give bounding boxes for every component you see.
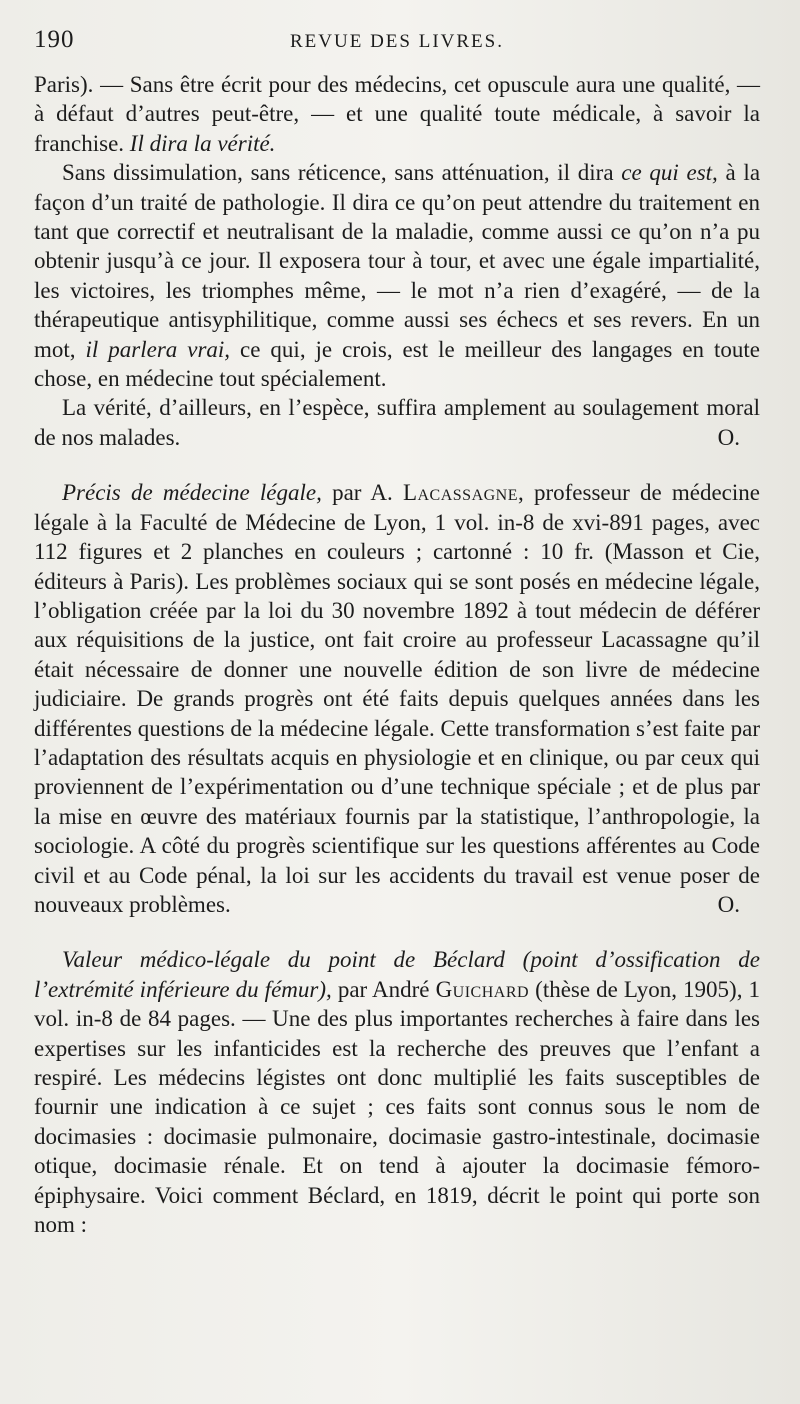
review-3-text: (thèse de Lyon, 1905), 1 vol. in-8 de 84 pages. — Une des plus importantes recherches à faire dans les expertises sur les infanticides est la recherche des preuves que l’enfant a respiré. Les médecins légistes ont donc multiplié les faits susceptibles de fournir une indication à ce sujet ; ces faits sont connus sous le nom de docimasies : docimasie pulmonaire, docimasie gastro-intestinale, docimasie otique, docimasie rénale. Et on tend à ajouter la docimasie fémoro-épiphysaire. Voici comment Béclard, en 1819, décrit le point qui porte son nom : bbox=[34, 976, 761, 1238]
paragraph-1-text: Paris). — Sans être écrit pour des médecins, cet opuscule aura une qualité, — à défaut d’autres peut-être, — et une qualité toute médicale, à savoir la franchise. bbox=[34, 72, 760, 156]
paragraph-2-mid: à la façon d’un traité de pathologie. Il dira ce qu’on peut attendre du traitement en tant que correctif et neutralisant de la maladie, comme aussi ce qu’on n’a pu obtenir jusqu’à ce jour. Il exposera tour à tour, et avec une égale impartialité, les victoires, les triomphes même, — le mot n’a rien d’exagéré, — de la thérapeutique antisyphilitique, comme aussi ses échecs et ses revers. En un mot, bbox=[34, 160, 761, 362]
section-gap bbox=[34, 919, 760, 945]
review-2-book-title: Précis de médecine légale, bbox=[62, 480, 322, 506]
page-header bbox=[34, 26, 760, 70]
review-3-book-title: Valeur médico-légale du point de Béclard (point d’ossification de l’extrémité inférieure du fémur), bbox=[34, 947, 760, 1002]
paragraph-2-end: ce qui, je crois, est le meilleur des langages en toute chose, en médecine tout spécialement. bbox=[34, 336, 760, 392]
review-guichard bbox=[34, 945, 760, 1239]
review-signature-1: O. bbox=[717, 424, 740, 450]
paragraph-2-start: Sans dissimulation, sans réticence, sans atténuation, il dira bbox=[62, 160, 614, 186]
paragraph-1-italic: Il dira la vérité. bbox=[129, 130, 276, 156]
running-title: REVUE DES LIVRES. bbox=[290, 31, 504, 52]
paragraph-2-italic: ce qui est, bbox=[621, 160, 718, 186]
review-signature-2: O. bbox=[717, 891, 740, 917]
review-2-by: par A. bbox=[332, 480, 393, 506]
page-number: 190 bbox=[34, 26, 75, 53]
review-2-author: Lacassagne bbox=[402, 480, 519, 506]
review-3-author: Guichard bbox=[435, 976, 530, 1002]
paragraph-2 bbox=[34, 158, 760, 393]
paragraph-3-text: La vérité, d’ailleurs, en l’espèce, suffira amplement au soulagement moral de nos malades. bbox=[34, 395, 760, 450]
paragraph-3 bbox=[34, 393, 760, 452]
review-3-by: par André bbox=[337, 976, 430, 1002]
paragraph-1 bbox=[34, 70, 760, 158]
review-lacassagne bbox=[34, 478, 760, 919]
section-gap bbox=[34, 452, 760, 478]
paragraph-2-italic-2: il parlera vrai, bbox=[85, 336, 231, 362]
review-2-text: , professeur de médecine légale à la Faculté de Médecine de Lyon, 1 vol. in-8 de xvi-891 pages, avec 112 figures et 2 planches en couleurs ; cartonné : 10 fr. (Masson et Cie, éditeurs à Paris). Les problèmes sociaux qui se sont posés en médecine légale, l’obligation créée par la loi du 30 novembre 1892 à tout médecin de déférer aux réquisitions de la justice, ont fait croire au professeur Lacassagne qu’il était nécessaire de donner une nouvelle édition de son livre de médecine judiciaire. De grands progrès ont été faits depuis quelques années dans les différentes questions de la médecine légale. Cette transformation s’est faite par l’adaptation des résultats acquis en physiologie et en clinique, ou par ceux qui proviennent de l’expérimentation ou d’une technique spéciale ; et de plus par la mise en œuvre des matériaux fournis par la statistique, l’anthropologie, la sociologie. A côté du progrès scientifique sur les questions afférentes au Code civil et au Code pénal, la loi sur les accidents du travail est venue poser de nouveaux problèmes. bbox=[34, 480, 760, 917]
